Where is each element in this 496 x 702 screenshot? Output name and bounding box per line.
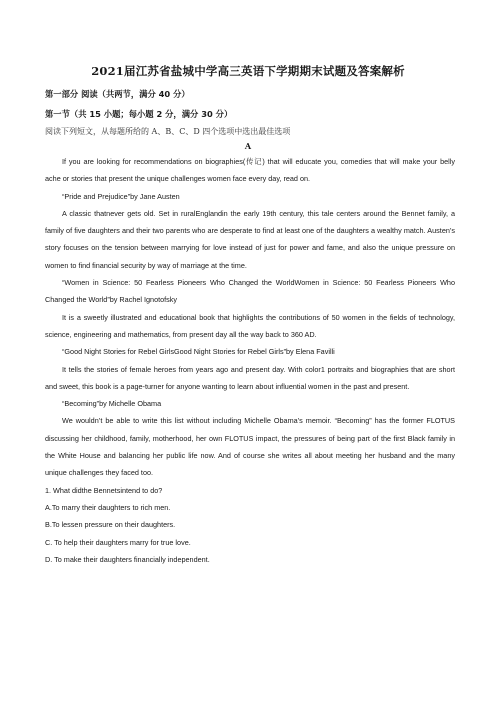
option-d: D. To make their daughters financially independent. [45, 554, 210, 564]
option-b: B.To lessen pressure on their daughters. [45, 520, 176, 530]
passage-body [45, 153, 455, 568]
paragraph: It is a sweetly illustrated and educational book that highlights the contributions of 50 women in the fields of technology, science, engineering and mathematics, from present day all the way back to 360 AD. [45, 312, 455, 339]
paragraph: A classic thatnever gets old. Set in ruralEnglandin the early 19th century, this tale centers around the Bennet family, a family of five daughters and their two parents who are desperate to find at least one of the daughters a wealthy match. Austen’s story focuses on the tension between marrying for love instead of just for power and fame, and also the unique pressure on women to find financial security by way of marriage at the time. [45, 208, 455, 270]
option-a: A.To marry their daughters to rich men. [45, 502, 171, 512]
part-heading: 第一部分 阅读（共两节，满分 40 分） [45, 89, 190, 99]
question-stem: 1. What didthe Bennetsintend to do? [45, 485, 163, 495]
book-title: “Good Night Stories for Rebel GirlsGood Night Stories for Rebel Girls”by Elena Favilli [62, 347, 335, 357]
document-title: 2021届江苏省盐城中学高三英语下学期期末试题及答案解析 [91, 64, 405, 78]
book-title: “Women in Science: 50 Fearless Pioneers Who Changed the WorldWomen in Science: 50 Fearless Pioneers Who Changed the World”by Rachel Ignotofsky [45, 278, 455, 305]
section-heading: 第一节（共 15 小题；每小题 2 分，满分 30 分） [45, 109, 233, 119]
paragraph: It tells the stories of female heroes from years ago and present day. With color1 portraits and biographies that are short and sweet, this book is a page-turner for anyone wanting to learn about influential women in the past and present. [45, 364, 455, 391]
passage-label: A [244, 141, 252, 151]
book-title: “Becoming”by Michelle Obama [62, 399, 162, 409]
instructions: 阅读下列短文，从每题所给的 A、B、C、D 四个选项中选出最佳选项 [45, 127, 291, 136]
option-c: C. To help their daughters marry for true love. [45, 537, 191, 547]
paragraph: We wouldn’t be able to write this list without including Michelle Obama’s memoir. “Becoming” has the former FLOTUS discussing her childhood, family, motherhood, her own FLOTUS impact, the pressures of being part of the first Black family in the White House and balancing her public life now. And of course she writes all about meeting her husband and the many unique challenges they faced too. [45, 416, 455, 478]
paragraph: If you are looking for recommendations on biographies(传记) that will educate you, comedies that will make your belly ache or stories that present the unique challenges women face every day, read on. [45, 157, 455, 184]
book-title: “Pride and Prejudice”by Jane Austen [62, 191, 180, 201]
